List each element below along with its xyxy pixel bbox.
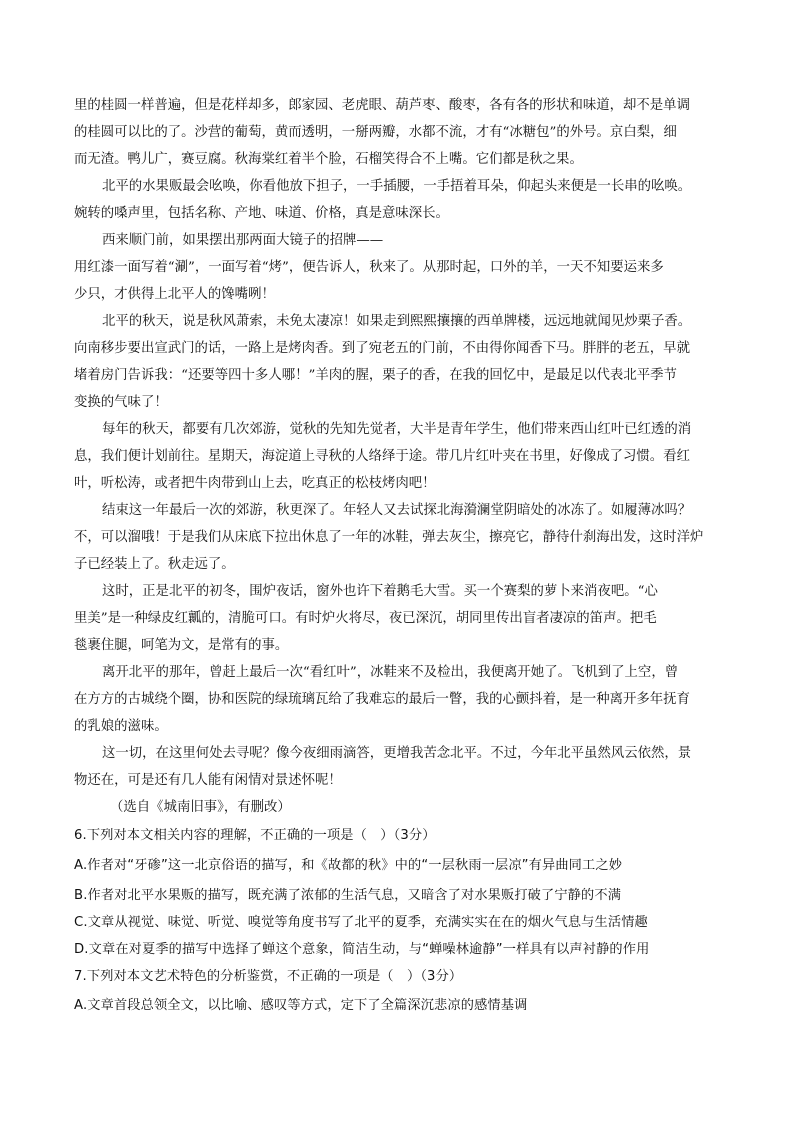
passage-line: 北平的水果贩最会吆唤，你看他放下担子，一手插腰，一手捂着耳朵，仰起头来便是一长串的吆唤。 bbox=[102, 179, 692, 194]
passage-line: 每年的秋天，都要有几次郊游，觉秋的先知先觉者，大半是青年学生，他们带来西山红叶已红透的消 bbox=[102, 422, 692, 437]
passage-line: 这时，正是北平的初冬，围炉夜话，窗外也许下着鹅毛大雪。买一个赛梨的萝卜来消夜吧。“心 bbox=[102, 584, 658, 599]
passage-line: 离开北平的那年，曾赶上最后一次“看红叶”，冰鞋来不及检出，我便离开她了。飞机到了上空，曾 bbox=[102, 665, 679, 680]
passage-line: 变换的气味了！ bbox=[74, 395, 168, 410]
question-6-option-c: C.文章从视觉、味觉、听觉、嗅觉等角度书写了北平的夏季，充满实实在在的烟火气息与生活情趣 bbox=[74, 915, 648, 930]
question-7-stem: 7.下列对本文艺术特色的分析鉴赏，不正确的一项是（ ）（3分） bbox=[74, 969, 463, 984]
source-note: （选自《城南旧事》，有删改） bbox=[110, 800, 291, 815]
passage-line: 叶，听松涛，或者把牛肉带到山上去，吃真正的松枝烤肉吧！ bbox=[74, 476, 436, 491]
passage-line: 子已经装上了。秋走远了。 bbox=[74, 557, 235, 572]
question-6-option-a: A.作者对“牙碜”这一北京俗语的描写，和《故都的秋》中的“一层秋雨一层凉”有异曲同工之妙 bbox=[74, 858, 623, 873]
passage-line: 里的桂圆一样普遍，但是花样却多，郎家园、老虎眼、葫芦枣、酸枣，各有各的形状和味道，却不是单调 bbox=[74, 98, 690, 113]
passage-line: 息，我们便计划前往。星期天，海淀道上寻秋的人络绎于途。带几片红叶夹在书里，好像成了习惯。看红 bbox=[74, 449, 690, 464]
passage-line: 结束这一年最后一次的郊游，秋更深了。年轻人又去试探北海漪澜堂阴暗处的冰冻了。如履薄冰吗？ bbox=[102, 503, 692, 518]
passage-line: 而无渣。鸭儿广，赛豆腐。秋海棠红着半个脸，石榴笑得合不上嘴。它们都是秋之果。 bbox=[74, 152, 583, 167]
passage-line: 婉转的嗓声里，包括名称、产地、味道、价格，真是意味深长。 bbox=[74, 206, 449, 221]
passage-line: 少只，才供得上北平人的馋嘴咧！ bbox=[74, 287, 275, 302]
passage-line: 物还在，可是还有几人能有闲情对景述怀呢！ bbox=[74, 773, 342, 788]
passage-line: 的桂圆可以比的了。沙营的葡萄，黄而透明，一掰两瓣，水都不流，才有“冰糖包”的外号。京白梨，细 bbox=[74, 125, 677, 140]
question-7-option-a: A.文章首段总领全文，以比喻、感叹等方式，定下了全篇深沉悲凉的感情基调 bbox=[74, 998, 528, 1013]
passage-line: 里美”是一种绿皮红瓤的，清脆可口。有时炉火将尽，夜已深沉，胡同里传出盲者凄凉的笛声。把毛 bbox=[74, 611, 657, 626]
passage-line: 这一切，在这里何处去寻呢？像今夜细雨滴答，更增我苦念北平。不过，今年北平虽然风云依然，景 bbox=[102, 746, 692, 761]
passage-line: 毯裹住腿，呵笔为文，是常有的事。 bbox=[74, 638, 289, 653]
passage-line: 堵着房门告诉我：“还要等四十多人哪！”羊肉的腥，栗子的香，在我的回忆中，是最足以代表北平季节 bbox=[74, 368, 677, 383]
passage-line: 不，可以溜哦！于是我们从床底下拉出休息了一年的冰鞋，弹去灰尘，擦亮它，静待什刹海出发，这时洋炉 bbox=[74, 530, 704, 545]
passage-line: 的乳娘的滋味。 bbox=[74, 719, 168, 734]
passage-line: 北平的秋天，说是秋风萧索，未免太凄凉！如果走到熙熙攘攘的西单牌楼，远远地就闻见炒栗子香。 bbox=[102, 314, 692, 329]
question-6-option-b: B.作者对北平水果贩的描写，既充满了浓郁的生活气息，又暗含了对水果贩打破了宁静的不满 bbox=[74, 888, 622, 903]
question-6-option-d: D.文章在对夏季的描写中选择了蝉这个意象，简洁生动，与“蝉噪林逾静”一样具有以声衬静的作用 bbox=[74, 942, 650, 957]
passage-line: 向南移步要出宣武门的话，一路上是烤肉香。到了宛老五的门前，不由得你闻香下马。胖胖的老五，早就 bbox=[74, 341, 690, 356]
passage-line: 西来顺门前，如果摆出那两面大镜子的招牌—— bbox=[102, 233, 384, 248]
passage-line: 用红漆一面写着“涮”，一面写着“烤”，便告诉人，秋来了。从那时起，口外的羊，一天不知要运来多 bbox=[74, 260, 664, 275]
question-6-stem: 6.下列对本文相关内容的理解，不正确的一项是（ ）（3分） bbox=[74, 828, 436, 843]
passage-line: 在方方的古城绕个圈，协和医院的绿琉璃瓦给了我难忘的最后一瞥，我的心颤抖着，是一种离开多年抚育 bbox=[74, 692, 690, 707]
